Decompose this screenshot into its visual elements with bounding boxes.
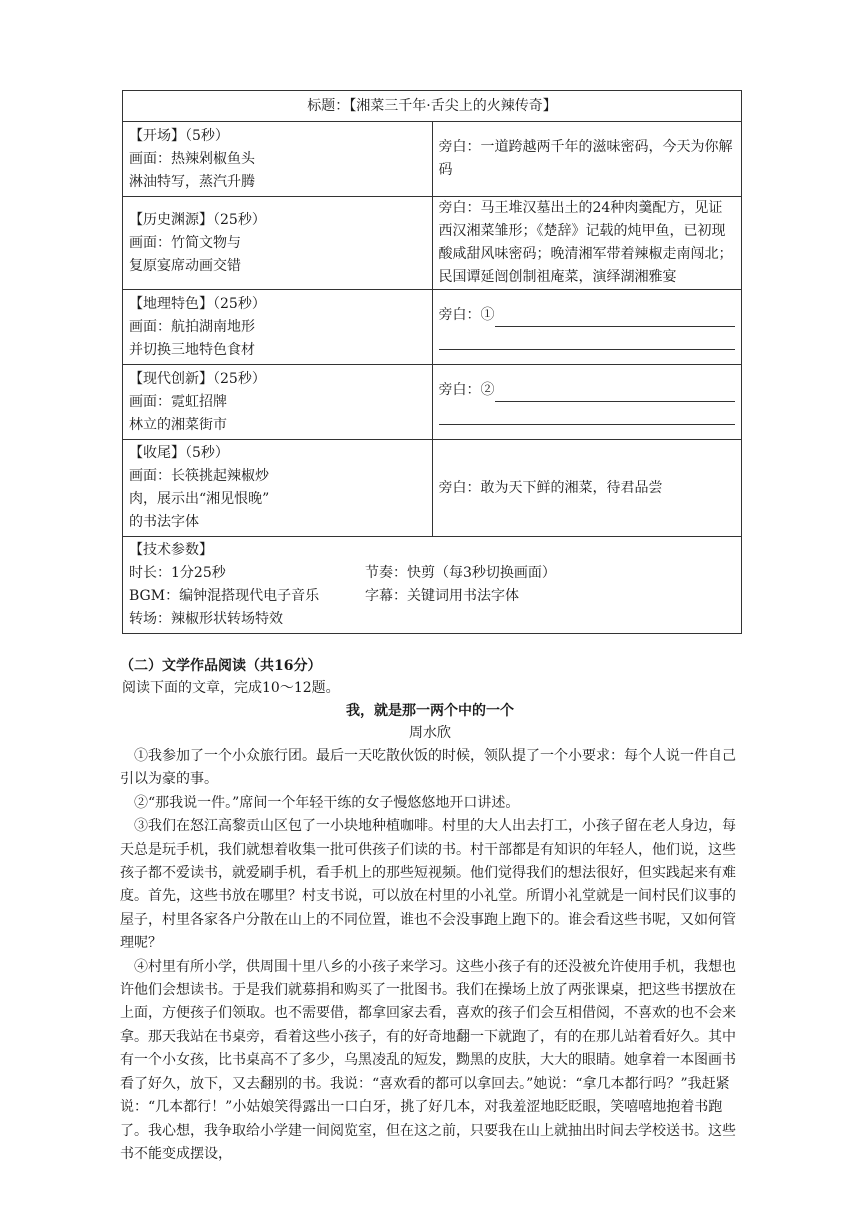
tech-rhythm: 节奏：快剪（每3秒切换画面） [365,565,556,581]
scene-visual: 画面：航拍湖南地形 [129,318,255,335]
scene-cell [123,122,433,197]
scene-visual: 并切换三地特色食材 [129,341,255,358]
paragraph: ①我参加了一个小众旅行团。最后一天吃散伙饭的时候，领队提了一个小要求：每个人说一件自己引以为豪的事。 [120,748,736,788]
scene-cell [123,440,433,537]
answer-blank-1[interactable] [495,308,736,327]
scene-visual: 画面：热辣剁椒鱼头 [129,150,255,167]
table-title: 标题：【湘菜三千年·舌尖上的火辣传奇】 [123,91,742,122]
tech-params-cell [123,537,742,634]
table-row [123,440,742,537]
section-instruction: 阅读下面的文章，完成10～12题。 [122,680,340,696]
scene-cell [123,365,433,440]
tech-heading: 【技术参数】 [129,542,213,558]
scene-heading: 【地理特色】（25秒） [129,295,266,312]
table-row [123,197,742,290]
table-row [123,290,742,365]
narration-label: 旁白：② [438,382,495,398]
scene-heading: 【现代创新】（25秒） [129,370,266,387]
narration-cell: 旁白：敢为天下鲜的湘菜，待君品尝 [432,440,742,537]
narration-cell [432,290,742,365]
table-row [123,365,742,440]
narration-cell: 旁白：马王堆汉墓出土的24种肉羹配方，见证西汉湘菜雏形；《楚辞》记载的炖甲鱼，已初现酸咸甜风味密码；晚清湘军带着辣椒走南闯北；民国谭延闿创制祖庵菜，演绎湖湘雅宴 [432,197,742,290]
scene-visual: 肉，展示出“湘见恨晚” [129,491,270,507]
answer-blank-2-cont[interactable] [439,402,736,425]
paragraph: ②“那我说一件。”席间一个年轻干练的女子慢悠悠地开口讲述。 [134,794,520,811]
scene-visual: 复原宴席动画交错 [129,257,241,274]
scene-cell [123,197,433,290]
narration-cell: 旁白：一道跨越两千年的滋味密码，今天为你解码 [432,122,742,197]
article-author: 周水欣 [409,725,451,741]
narration-cell [432,365,742,440]
table-row [123,537,742,634]
tech-bgm: BGM：编钟混搭现代电子音乐 [129,588,320,604]
tech-duration: 时长：1分25秒 [129,565,226,581]
paragraph: ③我们在怒江高黎贡山区包了一小块地种植咖啡。村里的大人出去打工，小孩子留在老人身边，每天总是玩手机，我们就想着收集一批可供孩子们读的书。村干部都是有知识的年轻人，他们说，这些孩子都不爱读书，就爱刷手机，看手机上的那些短视频。他们觉得我们的想法很好，但实践起来有难度。首先，这些书放在哪里？村支书说，可以放在村里的小礼堂。所谓小礼堂就是一间村民们议事的屋子，村里各家各户分散在山上的不同位置，谁也不会没事跑上跑下的。谁会看这些书呢，又如何管理呢？ [120,818,736,952]
article-body [120,745,740,1166]
scene-heading: 【开场】（5秒） [129,127,229,144]
section-heading: （二）文学作品阅读（共16分） [120,658,322,674]
scene-visual: 画面：长筷挑起辣椒炒 [129,468,269,484]
scene-cell [123,290,433,365]
narration-label: 旁白：① [438,307,495,323]
article-title: 我，就是那一两个中的一个 [346,703,514,719]
video-script-table [122,90,742,634]
table-row [123,122,742,197]
scene-visual: 林立的湘菜街市 [129,416,227,433]
paragraph: ④村里有所小学，供周围十里八乡的小孩子来学习。这些小孩子有的还没被允许使用手机，我想也许他们会想读书。于是我们就募捐和购买了一批图书。我们在操场上放了两张课桌，把这些书摆放在上面，方便孩子们领取。也不需要借，都拿回家去看，喜欢的孩子们会互相借阅，不喜欢的也不会来拿。那天我站在书桌旁，看着这些小孩子，有的好奇地翻一下就跑了，有的在那儿站着看好久。其中有一个小女孩，比书桌高不了多少，乌黑凌乱的短发，黝黑的皮肤，大大的眼睛。她拿着一本图画书看了好久，放下，又去翻别的书。我说：“喜欢看的都可以拿回去。”她说：“拿几本都行吗？”我赶紧说：“几本都行！”小姑娘笑得露出一口白牙，挑了好几本，对我羞涩地眨眨眼，笑嘻嘻地抱着书跑了。我心想，我争取给小学建一间阅览室，但在这之前，只要我在山上就抽出时间去学校送书。这些书不能变成摆设， [120,958,736,1162]
scene-visual: 画面：竹简文物与 [129,234,241,251]
scene-visual: 画面：霓虹招牌 [129,393,227,410]
scene-heading: 【收尾】（5秒） [129,445,229,461]
tech-subtitle: 字幕：关键词用书法字体 [365,588,519,604]
answer-blank-1-cont[interactable] [439,327,736,350]
scene-visual: 的书法字体 [129,514,199,530]
answer-blank-2[interactable] [495,383,736,402]
tech-transition: 转场：辣椒形状转场特效 [129,611,283,627]
scene-heading: 【历史渊源】（25秒） [129,211,266,228]
scene-visual: 淋油特写，蒸汽升腾 [129,173,255,190]
